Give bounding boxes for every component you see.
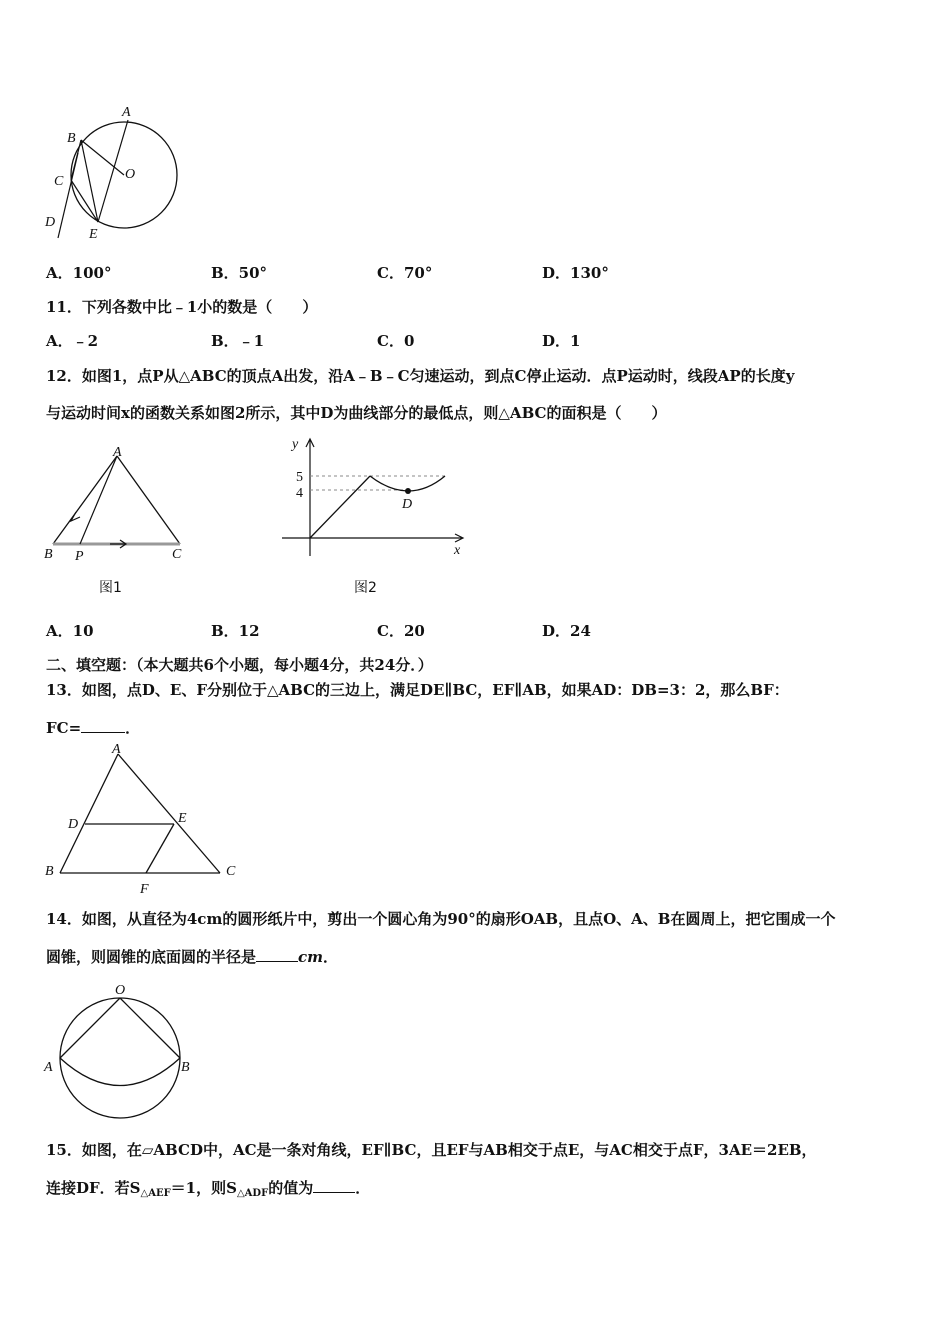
q15-sub-aef: △AEF [140, 1188, 171, 1199]
q14-text-line2 [46, 946, 338, 967]
q10-label-e: E [89, 227, 98, 242]
q11-option-d: D．1 [542, 332, 581, 350]
q12-figure1 [40, 440, 200, 570]
section2-heading: 二、填空题：（本大题共6个小题，每小题4分，共24分．） [46, 656, 433, 674]
q15-sub-adf: △ADF [236, 1188, 269, 1199]
q11-text: 11．下列各数中比﹣1小的数是（ ） [46, 298, 318, 316]
q13-line-ef [146, 824, 174, 873]
q10-label-b: B [67, 131, 76, 146]
q10-label-a: A [122, 105, 131, 120]
q13-text-line1: 13．如图，点D、E、F分别位于△ABC的三边上，满足DE∥BC，EF∥AB，如果AD：DB=3：2，那么BF： [46, 681, 789, 699]
q12-fig2-tick-4: 4 [296, 486, 303, 501]
q12-fig1-arrow-bc [110, 540, 126, 548]
q12-option-b: B．12 [211, 622, 260, 640]
q12-fig1-label-c: C [172, 547, 182, 562]
q13-label-a: A [112, 742, 121, 757]
q13-label-e: E [178, 811, 187, 826]
q14-figure [40, 978, 200, 1123]
q12-option-c: C．20 [377, 622, 425, 640]
q13-label-f: F [140, 882, 149, 897]
q14-label-b: B [181, 1060, 190, 1075]
q12-fig1-caption: 图1 [99, 580, 122, 596]
q10-label-c: C [54, 174, 64, 189]
q13-line2-suffix: ． [125, 719, 141, 737]
q15-text-line1: 15．如图，在▱ABCD中，AC是一条对角线，EF∥BC，且EF与AB相交于点E，与AC相交于点F，3AE＝2EB， [46, 1141, 817, 1159]
q10-option-a: A．100° [46, 264, 112, 282]
q13-label-c: C [226, 864, 236, 879]
q14-circle [60, 998, 180, 1118]
q10-label-o: O [125, 167, 136, 182]
q15-line2-mid: ＝1，则S [170, 1179, 237, 1197]
q13-line-ab [60, 754, 118, 873]
q11-option-a: A．﹣2 [46, 332, 99, 350]
q12-option-d: D．24 [542, 622, 591, 640]
q12-fig2-linear-part [310, 476, 370, 538]
q12-fig2-tick-5: 5 [296, 470, 303, 485]
q12-figure2 [280, 434, 470, 564]
q10-option-d: D．130° [542, 264, 609, 282]
q15-line2-suffix: ． [355, 1179, 371, 1197]
q10-figure [40, 98, 190, 248]
q12-fig2-label-x: x [454, 543, 461, 558]
q15-text-line2 [46, 1177, 370, 1198]
q12-text-line1: 12．如图1，点P从△ABC的顶点A出发，沿A﹣B﹣C匀速运动，到点C停止运动．点P运动时，线段AP的长度y [46, 367, 795, 385]
q10-option-b: B．50° [211, 264, 268, 282]
q15-line2-tail: 的值为 [268, 1179, 314, 1197]
q12-fig2-caption: 图2 [354, 580, 377, 596]
q12-fig1-label-a: A [113, 445, 122, 460]
q14-line2-prefix: 圆锥，则圆锥的底面圆的半径是 [46, 948, 257, 966]
q12-fig2-label-y: y [292, 437, 299, 452]
q12-fig2-point-d [405, 488, 411, 494]
q14-answer-blank[interactable] [256, 949, 298, 962]
q12-fig1-label-p: P [75, 549, 84, 564]
q10-line-ae [98, 120, 128, 222]
q12-text-line2: 与运动时间x的函数关系如图2所示，其中D为曲线部分的最低点，则△ABC的面积是（ ） [46, 404, 667, 422]
q14-line2-unit: cm [298, 948, 324, 966]
q11-option-b: B．﹣1 [211, 332, 265, 350]
q10-option-c: C．70° [377, 264, 433, 282]
q14-line-oa [60, 998, 120, 1058]
q10-label-d: D [45, 215, 56, 230]
q12-option-a: A．10 [46, 622, 94, 640]
q14-label-o: O [115, 983, 126, 998]
q13-text-line2 [46, 717, 140, 738]
q11-option-c: C．0 [377, 332, 415, 350]
q12-fig1-label-b: B [44, 547, 53, 562]
q14-label-a: A [44, 1060, 53, 1075]
q13-label-b: B [45, 864, 54, 879]
q15-answer-blank[interactable] [313, 1180, 355, 1193]
q15-line2-prefix: 连接DF．若S [46, 1179, 141, 1197]
q14-sector-arc [60, 1058, 180, 1086]
q14-text-line1: 14．如图，从直径为4cm的圆形纸片中，剪出一个圆心角为90°的扇形OAB，且点O、A、B在圆周上，把它围成一个 [46, 910, 836, 928]
q13-line2-prefix: FC= [46, 719, 82, 737]
q12-fig2-label-d: D [402, 497, 413, 512]
q13-figure [40, 742, 250, 897]
q12-fig1-ac [117, 456, 180, 544]
q14-line-ob [120, 998, 180, 1058]
q14-line2-suffix: ． [323, 948, 339, 966]
q13-label-d: D [68, 817, 79, 832]
q13-answer-blank[interactable] [81, 720, 125, 733]
q13-line-ac [118, 754, 220, 873]
